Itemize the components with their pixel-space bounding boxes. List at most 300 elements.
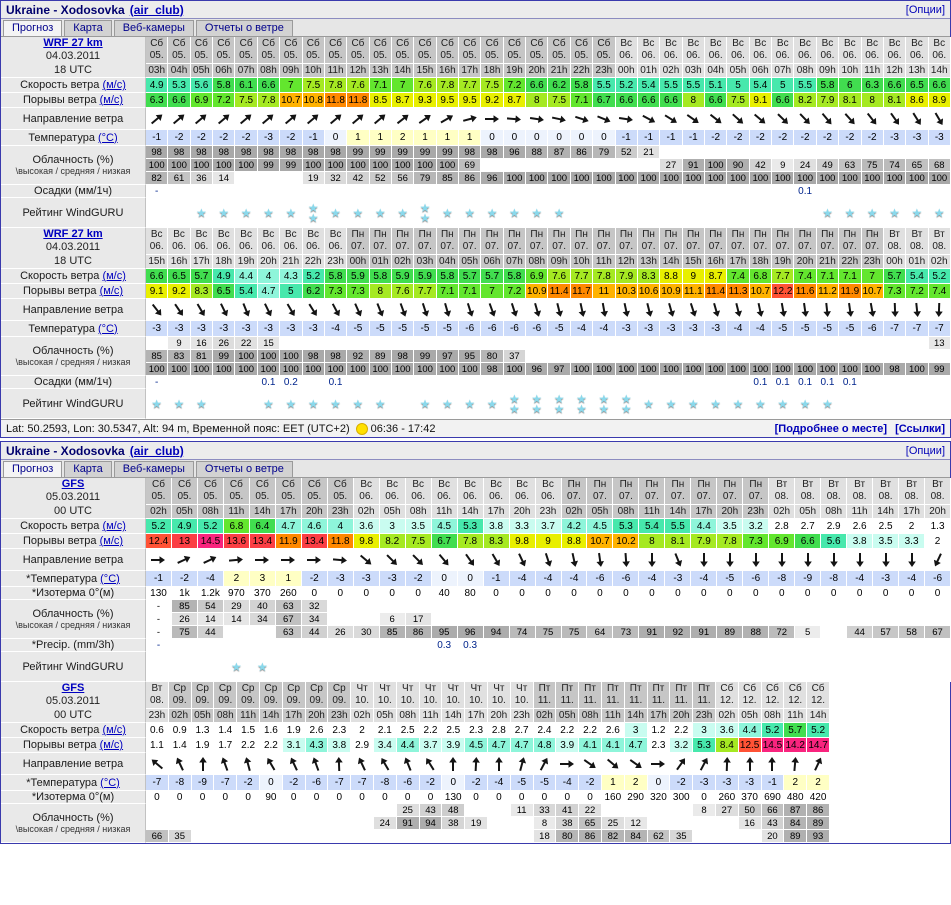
wind-direction-cell xyxy=(280,299,302,321)
forecast-blocks xyxy=(1,478,950,843)
hour-header-cell: 21h xyxy=(280,255,302,269)
hour-header-cell: 20h xyxy=(258,255,280,269)
wind-gust-cell: 6.7 xyxy=(593,93,615,108)
wind-gust-cell: 7.1 xyxy=(437,284,459,299)
precip-cell: 0.1 xyxy=(772,376,794,389)
cloud-low-cell: 100 xyxy=(303,363,325,376)
wind-gust-label: Порывы ветра (м/с) xyxy=(1,738,146,753)
temperature-cell: -6 xyxy=(306,775,329,791)
cloud-low-cell: 93 xyxy=(807,830,830,843)
precip-cell xyxy=(884,376,906,389)
rating-cell xyxy=(484,652,510,682)
model-link[interactable]: WRF 27 km xyxy=(43,37,103,49)
hour-header-cell: 15h xyxy=(414,64,436,78)
hour-header-cell: 20h xyxy=(526,64,548,78)
precip-cell xyxy=(727,376,749,389)
cloud-mid-cell xyxy=(562,613,588,626)
temp-units-link[interactable]: (°C) xyxy=(98,322,118,335)
options-link[interactable]: [Опции] xyxy=(905,3,945,16)
options-link[interactable]: [Опции] xyxy=(905,444,945,457)
rating-cell xyxy=(727,389,749,419)
rating-cell xyxy=(839,389,861,419)
wind-direction-cell xyxy=(392,108,414,130)
rating-cell xyxy=(280,389,302,419)
isotherm-cell: 260 xyxy=(716,791,739,804)
footer-links-link[interactable]: [Ссылки] xyxy=(895,422,945,435)
wind-direction-label: Направление ветра xyxy=(1,299,146,321)
hour-header-cell: 04h xyxy=(437,255,459,269)
model-link[interactable]: GFS xyxy=(61,478,85,490)
cloud-low-cell: 18 xyxy=(534,830,557,843)
hour-header-cell: 09h xyxy=(817,64,839,78)
cloud-low-cell xyxy=(693,830,716,843)
wind-gust-cell: 8.3 xyxy=(191,284,213,299)
precip-cell xyxy=(906,185,928,198)
wind-direction-cell xyxy=(432,549,458,571)
cloud-low-cell: 72 xyxy=(769,626,795,639)
precip-cell xyxy=(303,376,325,389)
day-header-cell: Вс 06. xyxy=(536,478,562,505)
wind-speed-cell: 5.5 xyxy=(660,78,682,93)
cloud-mid-cell: 100 xyxy=(705,159,727,172)
cloud-low-cell: 100 xyxy=(839,363,861,376)
hour-header-cell: 11h xyxy=(784,709,807,723)
hour-header-cell: 16h xyxy=(705,255,727,269)
cloud-mid-cell: 24 xyxy=(374,817,397,830)
wind-speed-cell: 4.4 xyxy=(235,269,257,284)
hour-header-cell: 08h xyxy=(397,709,420,723)
cloud-high-cell: 86 xyxy=(571,146,593,159)
wind-gust-cell: 8 xyxy=(526,93,548,108)
cloud-high-cell xyxy=(214,804,237,817)
hour-header-cell: 23h xyxy=(862,255,884,269)
temperature-cell: -3 xyxy=(665,571,691,587)
temperature-cell: -3 xyxy=(873,571,899,587)
tab-map[interactable]: Карта xyxy=(64,461,111,477)
day-header-cell: Вс 06. xyxy=(484,478,510,505)
temperature-cell: -2 xyxy=(280,130,302,146)
wind-gust-cell: 3.4 xyxy=(374,738,397,753)
tab-forecast[interactable]: Прогноз xyxy=(3,461,62,477)
gust-units-link[interactable]: (м/с) xyxy=(99,535,124,547)
wind-direction-cell xyxy=(571,108,593,130)
cloud-mid-cell xyxy=(488,817,511,830)
precip-cell: 0.1 xyxy=(750,376,772,389)
cloud-low-cell: 100 xyxy=(235,363,257,376)
model-link[interactable]: GFS xyxy=(61,682,85,694)
hour-header-cell: 17h xyxy=(465,709,488,723)
temperature-cell: -2 xyxy=(794,130,816,146)
cloud-mid-cell: 26 xyxy=(172,613,198,626)
temp-units-link[interactable]: (°C) xyxy=(100,572,120,585)
wind-gust-cell: 2.9 xyxy=(351,738,374,753)
hour-header-cell: 11h xyxy=(420,709,443,723)
tab-forecast[interactable]: Прогноз xyxy=(3,20,62,36)
hour-header-cell: 03h xyxy=(414,255,436,269)
rating-cell xyxy=(616,389,638,419)
hour-header-cell: 19h xyxy=(235,255,257,269)
hour-header-cell: 22h xyxy=(839,255,861,269)
temperature-cell: -4 xyxy=(198,571,224,587)
isotherm-cell: 0 xyxy=(406,587,432,600)
cloud-mid-cell: 65 xyxy=(579,817,602,830)
star-icon: ★ xyxy=(822,205,833,220)
precip-cell xyxy=(638,376,660,389)
temperature-cell: -6 xyxy=(459,321,481,337)
wind-speed-cell: 5.2 xyxy=(929,269,951,284)
day-header-cell: Вс 06. xyxy=(235,228,257,255)
day-header-cell: Вт 08. xyxy=(906,228,928,255)
cloud-high-cell xyxy=(683,337,705,350)
gust-units-link[interactable]: (м/с) xyxy=(99,739,124,751)
wind-gust-cell: 9.1 xyxy=(750,93,772,108)
precip-cell xyxy=(198,639,224,652)
temperature-cell: -3 xyxy=(354,571,380,587)
isotherm-cell: 0 xyxy=(769,587,795,600)
wind-direction-cell xyxy=(556,753,579,775)
cloud-high-cell xyxy=(351,804,374,817)
cloud-mid-cell: 37 xyxy=(504,350,526,363)
cloud-high-cell: 26 xyxy=(213,337,235,350)
temperature-cell: -4 xyxy=(562,571,588,587)
rating-cell xyxy=(191,198,213,228)
rating-cell xyxy=(325,389,347,419)
day-header-cell: Вс 06. xyxy=(906,37,928,64)
wind-speed-cell: 1.9 xyxy=(283,723,306,738)
cloud-high-cell xyxy=(750,337,772,350)
hour-header-cell: 02h xyxy=(660,64,682,78)
temperature-cell: -5 xyxy=(794,321,816,337)
wind-units-link[interactable]: (м/с) xyxy=(102,520,126,532)
rating-cell xyxy=(213,198,235,228)
wind-gust-cell: 8.7 xyxy=(392,93,414,108)
wind-speed-cell: 7.7 xyxy=(571,269,593,284)
sun-icon xyxy=(356,423,368,435)
wind-direction-cell xyxy=(739,753,762,775)
wind-direction-cell xyxy=(526,299,548,321)
wind-speed-cell: 8.3 xyxy=(638,269,660,284)
rating-cell xyxy=(743,652,769,682)
day-header-cell: Сб 05. xyxy=(571,37,593,64)
cloud-mid-cell: 34 xyxy=(302,613,328,626)
cloud-mid-cell xyxy=(683,350,705,363)
isotherm-cell: 0 xyxy=(192,791,215,804)
hour-header-cell: 08h xyxy=(579,709,602,723)
cloud-mid-cell xyxy=(283,817,306,830)
wind-gust-cell: 9.3 xyxy=(414,93,436,108)
cloud-low-cell: 44 xyxy=(302,626,328,639)
star-icon: ★ xyxy=(486,205,498,220)
day-header-cell: Чт 10. xyxy=(465,682,488,709)
wind-gust-cell: 12.4 xyxy=(146,534,172,549)
star-icon: ★ xyxy=(352,205,364,220)
cloud-low-cell xyxy=(224,626,250,639)
isotherm-cell: 0 xyxy=(380,587,406,600)
day-header-cell: Сб 05. xyxy=(146,37,168,64)
cloud-high-cell xyxy=(817,337,839,350)
wind-speed-cell: 3.6 xyxy=(354,519,380,534)
forecast-table xyxy=(1,37,951,228)
temp-units-link[interactable]: (°C) xyxy=(98,131,118,144)
cloud-mid-cell: 100 xyxy=(347,159,369,172)
wind-direction-cell xyxy=(613,549,639,571)
day-header-cell: Сб 05. xyxy=(593,37,615,64)
cloud-high-cell: 41 xyxy=(556,804,579,817)
isotherm-label: *Изотерма 0°(м) xyxy=(1,791,146,804)
isotherm-label: *Изотерма 0°(м) xyxy=(1,587,146,600)
cloud-low-cell xyxy=(511,830,534,843)
wind-gust-cell: 3.5 xyxy=(873,534,899,549)
cloud-mid-cell xyxy=(458,613,484,626)
isotherm-cell: 0 xyxy=(639,587,665,600)
cloud-high-cell: 98 xyxy=(213,146,235,159)
cloud-mid-cell xyxy=(727,350,749,363)
cloud-mid-cell xyxy=(616,350,638,363)
wind-direction-cell xyxy=(925,549,951,571)
day-header-cell: Пн 07. xyxy=(392,228,414,255)
day-header-cell: Ср 09. xyxy=(192,682,215,709)
isotherm-cell: 0 xyxy=(562,587,588,600)
gust-units-link[interactable]: (м/с) xyxy=(99,94,124,106)
cloud-mid-cell xyxy=(705,350,727,363)
temperature-cell: -5 xyxy=(817,321,839,337)
precip-cell xyxy=(414,376,436,389)
cloud-mid-cell: 14 xyxy=(224,613,250,626)
forecast-panel-gfs xyxy=(0,441,951,844)
temperature-cell: -3 xyxy=(660,321,682,337)
cloud-high-cell: 13 xyxy=(929,337,951,350)
wind-gust-cell: 3.1 xyxy=(283,738,306,753)
wind-gust-cell: 9.2 xyxy=(168,284,190,299)
wind-direction-cell xyxy=(717,549,743,571)
footer-details-link[interactable]: [Подробнее о месте] xyxy=(774,422,888,435)
temperature-cell: -2 xyxy=(862,130,884,146)
day-header-cell: Ср 09. xyxy=(260,682,283,709)
tab-map[interactable]: Карта xyxy=(64,20,111,36)
cloud-low-cell: 96 xyxy=(526,363,548,376)
cloud-low-cell: 100 xyxy=(772,363,794,376)
wind-direction-cell xyxy=(347,108,369,130)
wind-gust-cell: 8 xyxy=(862,93,884,108)
wind-speed-cell: 6.6 xyxy=(884,78,906,93)
wind-direction-cell xyxy=(639,549,665,571)
cloud-low-cell xyxy=(465,830,488,843)
cloud-label: Облачность (%) \высокая / средняя / низкая xyxy=(1,804,146,843)
cloud-low-cell: 74 xyxy=(510,626,536,639)
cloud-high-cell: 98 xyxy=(191,146,213,159)
rating-cell xyxy=(504,389,526,419)
day-header-cell: Пн 07. xyxy=(437,228,459,255)
cloud-mid-cell: 91 xyxy=(683,159,705,172)
wind-gust-cell: 1.4 xyxy=(169,738,192,753)
star-icon: ★ xyxy=(553,391,565,406)
wind-units-link[interactable]: (м/с) xyxy=(102,724,126,736)
cloud-high-cell: 22 xyxy=(579,804,602,817)
cloud-high-cell xyxy=(548,337,570,350)
rating-cell xyxy=(817,389,839,419)
wind-direction-cell xyxy=(510,549,536,571)
wind-gust-cell: 1.7 xyxy=(214,738,237,753)
star-icon: ★ xyxy=(598,401,610,416)
isotherm-cell: 1k xyxy=(172,587,198,600)
day-header-cell: Чт 10. xyxy=(442,682,465,709)
wind-speed-cell: 1.6 xyxy=(260,723,283,738)
temperature-cell: -6 xyxy=(504,321,526,337)
cloud-mid-cell xyxy=(548,350,570,363)
temp-units-link[interactable]: (°C) xyxy=(100,776,120,789)
wind-speed-cell: 5.5 xyxy=(683,78,705,93)
isotherm-cell: 970 xyxy=(224,587,250,600)
temperature-cell: -3 xyxy=(146,321,168,337)
wind-gust-cell: 6.3 xyxy=(146,93,168,108)
wind-direction-cell xyxy=(351,753,374,775)
wind-gust-cell: 9.5 xyxy=(459,93,481,108)
cloud-high-cell: 99 xyxy=(437,146,459,159)
cloud-high-cell xyxy=(769,600,795,613)
cloud-high-cell: 96 xyxy=(504,146,526,159)
wind-gust-cell: 1.1 xyxy=(146,738,169,753)
temperature-cell: -2 xyxy=(168,130,190,146)
gust-units-link[interactable]: (м/с) xyxy=(99,285,124,297)
cloud-high-cell xyxy=(536,600,562,613)
wind-speed-cell: 2.1 xyxy=(374,723,397,738)
tab-webcams[interactable]: Веб-камеры xyxy=(114,461,194,477)
wind-gust-cell: 10.7 xyxy=(862,284,884,299)
hour-header-cell: 05h xyxy=(587,505,613,519)
wind-gust-cell: 11.3 xyxy=(727,284,749,299)
precip-cell xyxy=(406,639,432,652)
wind-direction-cell xyxy=(665,549,691,571)
wind-gust-cell: 10.9 xyxy=(660,284,682,299)
temperature-cell: -3 xyxy=(929,130,951,146)
wind-units-link[interactable]: (м/с) xyxy=(102,270,126,282)
rating-cell xyxy=(280,198,302,228)
cloud-low-cell: 100 xyxy=(548,172,570,185)
temperature-cell: -4 xyxy=(691,571,717,587)
cloud-low-cell: 84 xyxy=(625,830,648,843)
temperature-label: *Температура (°C) xyxy=(1,775,146,791)
day-header-cell: Пн 07. xyxy=(691,478,717,505)
cloud-mid-cell: 100 xyxy=(325,159,347,172)
wind-gust-cell: 5.4 xyxy=(235,284,257,299)
wind-direction-cell xyxy=(794,299,816,321)
wind-gust-cell: 7.2 xyxy=(906,284,928,299)
spot-club-link[interactable]: (air_club) xyxy=(129,443,184,458)
precip-cell xyxy=(587,639,613,652)
day-header-cell: Вт 08. xyxy=(884,228,906,255)
wind-speed-cell: 5.2 xyxy=(303,269,325,284)
cloud-low-cell: 75 xyxy=(536,626,562,639)
wind-direction-cell xyxy=(437,108,459,130)
precip-cell xyxy=(258,185,280,198)
cloud-high-cell: 66 xyxy=(762,804,785,817)
wind-speed-cell: 7 xyxy=(392,78,414,93)
precip-cell xyxy=(504,376,526,389)
wind-gust-cell: 7.5 xyxy=(406,534,432,549)
wind-speed-cell: 7.8 xyxy=(437,78,459,93)
precip-cell xyxy=(593,376,615,389)
precip-cell xyxy=(769,639,795,652)
cloud-mid-cell xyxy=(593,350,615,363)
cloud-low-cell: 57 xyxy=(873,626,899,639)
cloud-high-cell: 32 xyxy=(302,600,328,613)
cloud-high-cell xyxy=(146,337,168,350)
wind-speed-cell: 1.5 xyxy=(237,723,260,738)
model-link[interactable]: WRF 27 km xyxy=(43,228,103,240)
tab-webcams[interactable]: Веб-камеры xyxy=(114,20,194,36)
wind-speed-cell: 2.8 xyxy=(488,723,511,738)
cloud-mid-cell: 91 xyxy=(397,817,420,830)
wind-direction-cell xyxy=(670,753,693,775)
cloud-low-cell xyxy=(821,626,847,639)
isotherm-cell: 0 xyxy=(351,791,374,804)
wind-direction-cell xyxy=(235,108,257,130)
cloud-low-cell: 100 xyxy=(929,172,951,185)
cloud-high-cell: 25 xyxy=(397,804,420,817)
hour-header-cell: 15h xyxy=(683,255,705,269)
wind-units-link[interactable]: (м/с) xyxy=(102,79,126,91)
cloud-mid-cell xyxy=(306,817,329,830)
hour-header-cell: 11h xyxy=(432,505,458,519)
hour-header-cell: 02h xyxy=(929,255,951,269)
day-header-cell: Пн 07. xyxy=(459,228,481,255)
tab-wind-reports[interactable]: Отчеты о ветре xyxy=(196,20,293,36)
star-icon: ★ xyxy=(509,391,520,406)
wind-gust-cell: 12.5 xyxy=(739,738,762,753)
spot-club-link[interactable]: (air_club) xyxy=(129,2,184,17)
wind-speed-cell: 3.6 xyxy=(716,723,739,738)
isotherm-cell: 160 xyxy=(602,791,625,804)
cloud-low-cell: 100 xyxy=(593,363,615,376)
hour-header-cell: 17h xyxy=(459,64,481,78)
wind-speed-cell: 5.2 xyxy=(762,723,785,738)
isotherm-cell: 80 xyxy=(458,587,484,600)
temperature-cell: -7 xyxy=(351,775,374,791)
wind-speed-cell: 2.5 xyxy=(873,519,899,534)
day-header-cell: Чт 10. xyxy=(374,682,397,709)
forecast-table xyxy=(1,478,951,682)
wind-direction-cell xyxy=(862,108,884,130)
cloud-high-cell xyxy=(602,804,625,817)
wind-direction-cell xyxy=(571,299,593,321)
cloud-low-cell: 98 xyxy=(481,363,503,376)
precip-cell: - xyxy=(146,185,168,198)
temperature-cell: -1 xyxy=(616,130,638,146)
cloud-mid-cell xyxy=(510,613,536,626)
wind-speed-cell: 5.3 xyxy=(458,519,484,534)
cloud-high-cell xyxy=(727,337,749,350)
wind-direction-cell xyxy=(276,549,302,571)
day-header-cell: Вт 08. xyxy=(146,682,169,709)
rating-cell xyxy=(392,389,414,419)
cloud-high-cell: 86 xyxy=(807,804,830,817)
tab-wind-reports[interactable]: Отчеты о ветре xyxy=(196,461,293,477)
cloud-low-cell: 91 xyxy=(639,626,665,639)
day-header-cell: Пн 07. xyxy=(817,228,839,255)
rating-cell xyxy=(303,198,325,228)
cloud-high-cell xyxy=(625,804,648,817)
hour-header-cell: 20h xyxy=(510,505,536,519)
temperature-cell: 2 xyxy=(807,775,830,791)
hour-header-cell: 20h xyxy=(488,709,511,723)
day-header-cell: Пт 11. xyxy=(625,682,648,709)
cloud-high-cell xyxy=(906,146,928,159)
isotherm-cell: 0 xyxy=(146,791,169,804)
cloud-low-cell: 32 xyxy=(325,172,347,185)
wind-speed-cell: 6.5 xyxy=(906,78,928,93)
wind-speed-label: Скорость ветра (м/с) xyxy=(1,269,146,284)
temperature-cell: -3 xyxy=(191,321,213,337)
